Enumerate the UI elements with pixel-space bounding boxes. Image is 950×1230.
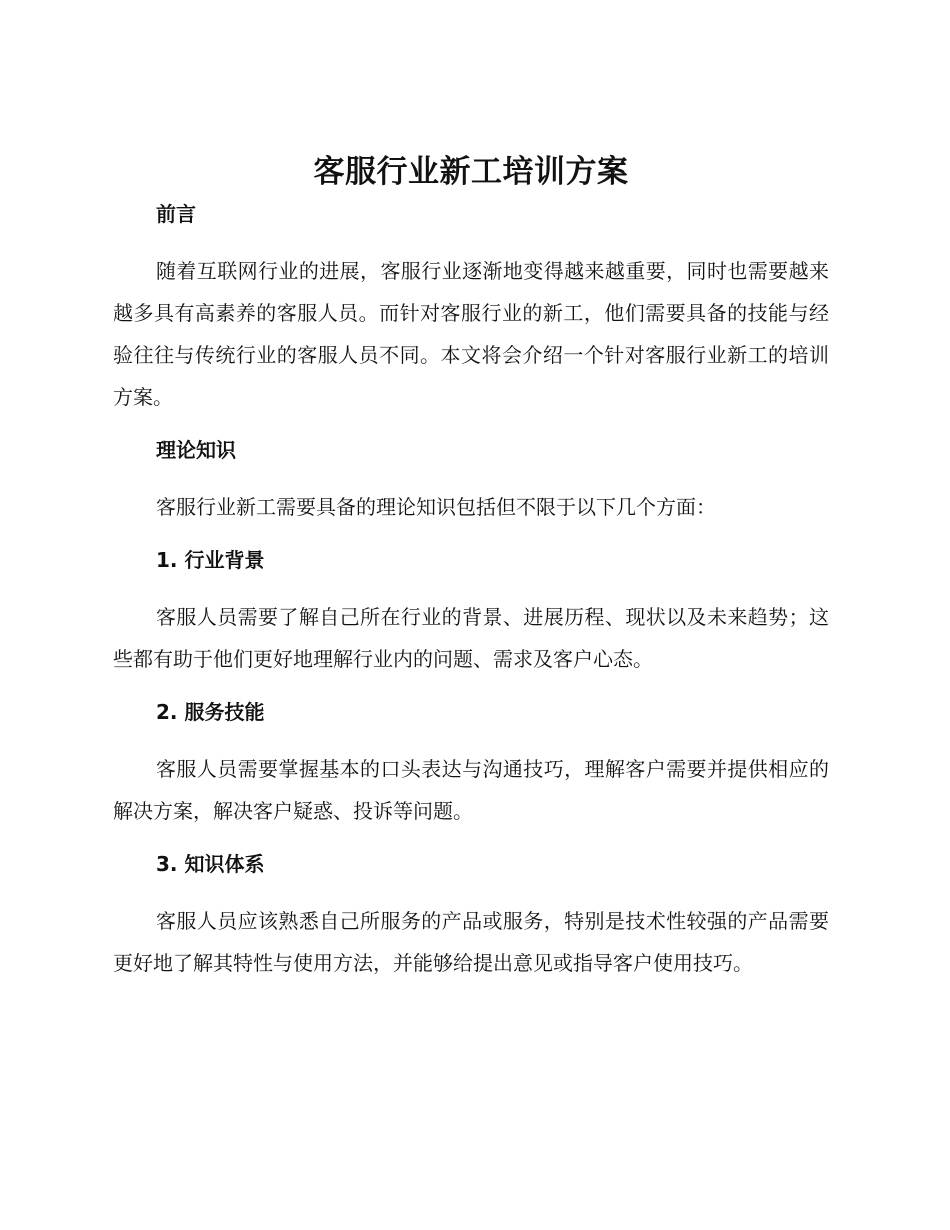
document-title: 客服行业新工培训方案 [313, 154, 629, 190]
section-paragraph-knowledge-system: 客服人员应该熟悉自己所服务的产品或服务，特别是技术性较强的产品需要更好地了解其特性与使用方法，并能够给提出意见或指导客户使用技巧。 [113, 909, 829, 975]
section-paragraph-service-skills: 客服人员需要掌握基本的口头表达与沟通技巧，理解客户需要并提供相应的解决方案，解决客户疑惑、投诉等问题。 [113, 757, 829, 823]
section-paragraph-preface: 随着互联网行业的进展，客服行业逐渐地变得越来越重要，同时也需要越来越多具有高素养的客服人员。而针对客服行业的新工，他们需要具备的技能与经验往往与传统行业的客服人员不同。本文将会介绍一个针对客服行业新工的培训方案。 [113, 259, 829, 409]
section-heading-theory: 理论知识 [156, 438, 236, 462]
section-paragraph-industry-background: 客服人员需要了解自己所在行业的背景、进展历程、现状以及未来趋势；这些都有助于他们更好地理解行业内的问题、需求及客户心态。 [113, 605, 829, 671]
document-body [113, 150, 829, 1002]
section-heading-knowledge-system: 3. 知识体系 [156, 852, 265, 876]
section-paragraph-theory: 客服行业新工需要具备的理论知识包括但不限于以下几个方面： [156, 495, 716, 519]
section-heading-industry-background: 1. 行业背景 [156, 548, 265, 572]
section-heading-service-skills: 2. 服务技能 [156, 700, 265, 724]
section-heading-preface: 前言 [156, 202, 196, 226]
